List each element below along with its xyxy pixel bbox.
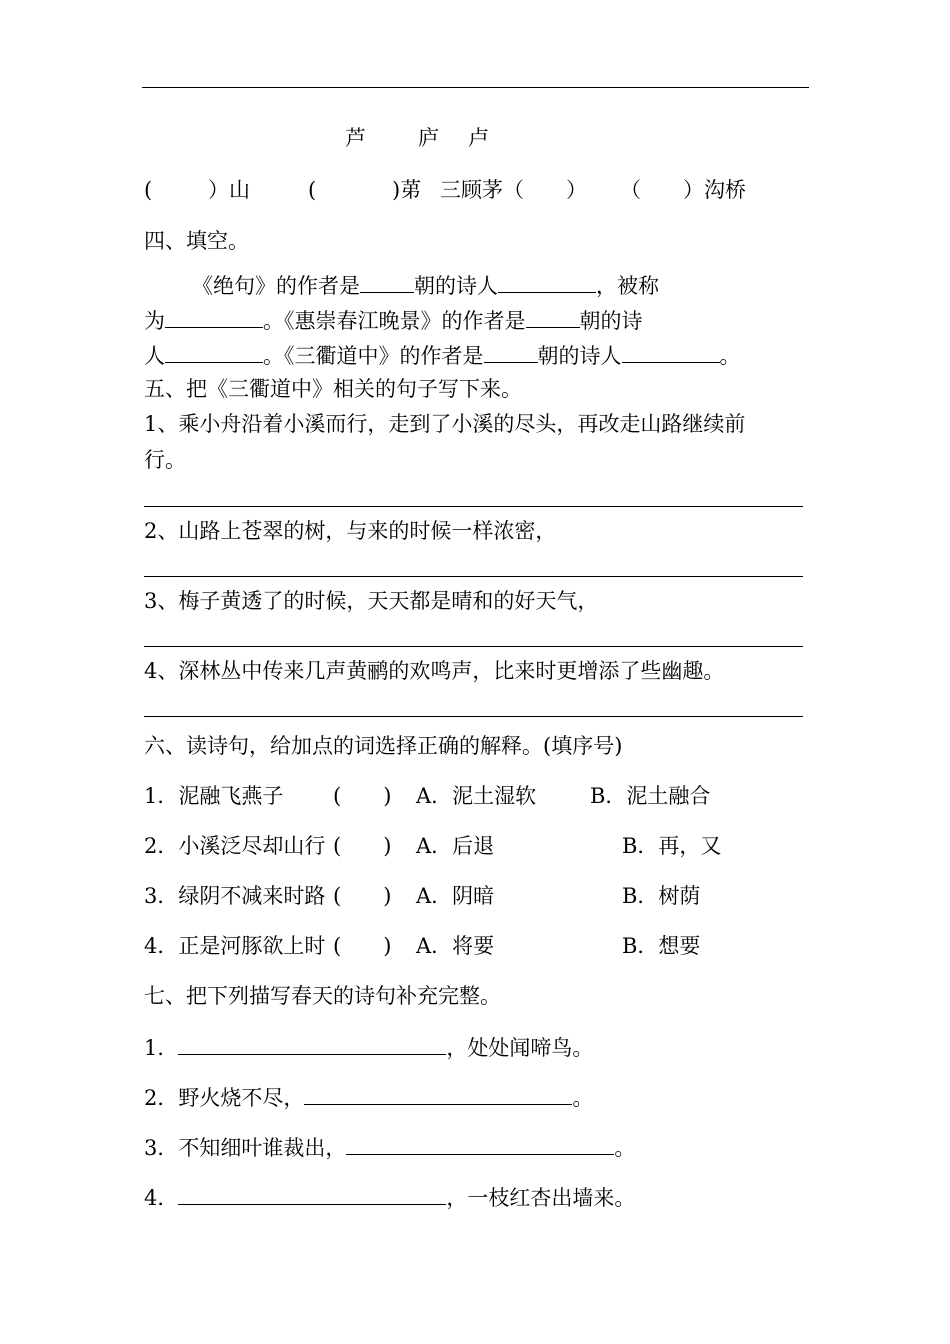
blank-2-open: ( — [308, 178, 317, 202]
s5-q3: 3、梅子黄透了的时候，天天都是晴和的好天气， — [144, 589, 599, 613]
blank-3: 三顾茅（ ） — [440, 178, 587, 202]
s6-item-1-option-a: A．泥土湿软 — [416, 784, 537, 808]
blank-1-open: ( — [144, 178, 153, 202]
s7-l2-before: 2．野火烧不尽， — [144, 1086, 305, 1110]
s6-item-3-question: 3．绿阴不减来时路 — [144, 884, 326, 908]
s7-line-2 — [144, 1086, 593, 1109]
s5-q4: 4、深林丛中传来几声黄鹂的欢鸣声，比来时更增添了些幽趣。 — [144, 659, 725, 683]
s4-l3-d: 。 — [719, 344, 741, 368]
answer-blank[interactable] — [178, 1186, 446, 1205]
s6-item-2-paren[interactable]: ( ) — [333, 834, 392, 858]
header-char-1: 芦 — [345, 126, 366, 150]
answer-blank[interactable] — [165, 344, 263, 363]
s7-l3-before: 3．不知细叶谁裁出， — [144, 1136, 347, 1160]
s7-line-1 — [144, 1036, 593, 1059]
s7-l1-num: 1． — [144, 1036, 179, 1060]
section-7-title: 七、把下列描写春天的诗句补充完整。 — [144, 984, 501, 1008]
header-rule — [142, 87, 809, 88]
answer-line[interactable] — [144, 506, 803, 507]
answer-blank[interactable] — [178, 1036, 446, 1055]
s4-l1-a: 《绝句》的作者是 — [192, 274, 360, 298]
header-char-3: 卢 — [468, 126, 489, 150]
section-6-title: 六、读诗句，给加点的词选择正确的解释。(填序号) — [144, 734, 623, 758]
s4-l1-c: ，被称 — [596, 274, 659, 298]
section-4-title: 四、填空。 — [144, 229, 249, 253]
s4-l3-b: 。《三衢道中》的作者是 — [263, 344, 484, 368]
answer-line[interactable] — [144, 716, 803, 717]
s5-q2: 2、山路上苍翠的树，与来的时候一样浓密， — [144, 519, 557, 543]
s6-item-4-paren[interactable]: ( ) — [333, 934, 392, 958]
s6-item-2-question: 2．小溪泛尽却山行 — [144, 834, 326, 858]
answer-blank[interactable] — [622, 344, 720, 363]
s6-item-3-paren[interactable]: ( ) — [333, 884, 392, 908]
answer-blank[interactable] — [484, 344, 538, 363]
s7-l3-after: 。 — [614, 1136, 636, 1160]
s7-l4-num: 4． — [144, 1186, 179, 1210]
s6-item-3-option-b: B．树荫 — [622, 884, 701, 908]
s6-item-1-option-b: B．泥土融合 — [590, 784, 711, 808]
s4-l2-a: 为 — [144, 309, 165, 333]
s6-item-1-question: 1．泥融飞燕子 — [144, 784, 284, 808]
section-4-line-3 — [144, 344, 741, 367]
s4-l2-b: 。《惠崇春江晚景》的作者是 — [263, 309, 526, 333]
s7-l1-after: ，处处闻啼鸟。 — [446, 1036, 594, 1060]
s6-item-2-option-b: B．再，又 — [622, 834, 722, 858]
s5-q1-line-2: 行。 — [144, 448, 186, 472]
section-5-title: 五、把《三衢道中》相关的句子写下来。 — [144, 377, 522, 401]
s6-item-4-option-a: A．将要 — [416, 934, 495, 958]
section-4-line-1 — [192, 274, 659, 297]
answer-line[interactable] — [144, 576, 803, 577]
answer-blank[interactable] — [165, 309, 263, 328]
answer-blank[interactable] — [346, 1136, 614, 1155]
s7-line-3 — [144, 1136, 635, 1159]
section-4-line-2 — [144, 309, 643, 332]
s7-line-4 — [144, 1186, 635, 1209]
s6-item-4-option-b: B．想要 — [622, 934, 701, 958]
s6-item-2-option-a: A．后退 — [416, 834, 495, 858]
blank-4: （ ）沟桥 — [620, 178, 746, 202]
s7-l2-after: 。 — [572, 1086, 594, 1110]
s5-q1-line-1: 1、乘小舟沿着小溪而行，走到了小溪的尽头，再改走山路继续前 — [144, 412, 746, 436]
s6-item-3-option-a: A．阴暗 — [416, 884, 495, 908]
answer-blank[interactable] — [498, 274, 596, 293]
s4-l1-b: 朝的诗人 — [414, 274, 498, 298]
s6-item-1-paren[interactable]: ( ) — [333, 784, 392, 808]
answer-blank[interactable] — [526, 309, 580, 328]
answer-line[interactable] — [144, 646, 803, 647]
s6-item-4-question: 4．正是河豚欲上时 — [144, 934, 326, 958]
answer-blank[interactable] — [304, 1086, 572, 1105]
s4-l2-c: 朝的诗 — [579, 309, 643, 333]
blank-1-close: ）山 — [208, 178, 250, 202]
s4-l3-a: 人 — [144, 344, 165, 368]
s7-l4-after: ，一枝红杏出墙来。 — [446, 1186, 636, 1210]
blank-2-close: )苐 — [392, 178, 422, 202]
s4-l3-c: 朝的诗人 — [537, 344, 622, 368]
header-char-2: 庐 — [418, 126, 439, 150]
answer-blank[interactable] — [360, 274, 414, 293]
